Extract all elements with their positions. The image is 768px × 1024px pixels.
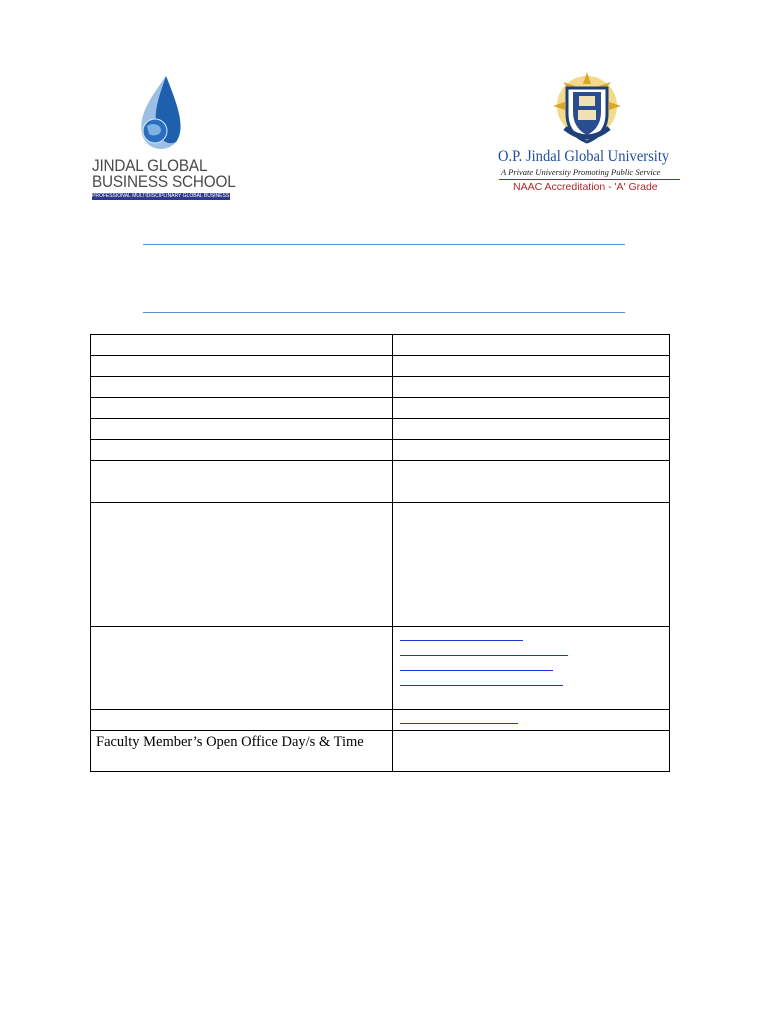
row-label bbox=[91, 503, 393, 627]
table-row bbox=[91, 356, 670, 377]
jgbs-name-line2: BUSINESS SCHOOL bbox=[92, 172, 236, 191]
table-row bbox=[91, 503, 670, 627]
row-label bbox=[91, 710, 393, 731]
email-link[interactable] bbox=[400, 723, 518, 724]
jgbs-name-line1: JINDAL GLOBAL bbox=[92, 156, 208, 175]
row-label bbox=[91, 461, 393, 503]
row-value bbox=[393, 503, 670, 627]
row-label bbox=[91, 419, 393, 440]
row-value bbox=[393, 398, 670, 419]
course-info-table bbox=[90, 334, 670, 772]
university-tagline: A Private University Promoting Public Service bbox=[501, 167, 661, 177]
university-name: O.P. Jindal Global University bbox=[498, 148, 670, 165]
row-value bbox=[393, 356, 670, 377]
row-label bbox=[91, 356, 393, 377]
email-link[interactable] bbox=[400, 655, 568, 656]
row-label bbox=[91, 335, 393, 356]
title-rule-bottom bbox=[143, 312, 625, 313]
open-office-label: Faculty Member’s Open Office Day/s & Time bbox=[91, 731, 393, 772]
row-label bbox=[91, 627, 393, 710]
table-row bbox=[91, 461, 670, 503]
row-label bbox=[91, 377, 393, 398]
email-links-cell bbox=[393, 710, 670, 731]
opjgu-logo bbox=[495, 70, 685, 200]
table-row bbox=[91, 731, 670, 772]
jgbs-tagline: PROFESSIONAL MULTIDISCIPLINARY GLOBAL BUSINESS SCHOOL bbox=[92, 193, 252, 199]
email-link[interactable] bbox=[400, 685, 563, 686]
table-row bbox=[91, 419, 670, 440]
table-row bbox=[91, 710, 670, 731]
table-row bbox=[91, 377, 670, 398]
row-value bbox=[393, 335, 670, 356]
table-row bbox=[91, 627, 670, 710]
email-link[interactable] bbox=[400, 670, 553, 671]
logo-divider bbox=[499, 179, 680, 180]
university-crest-icon bbox=[495, 70, 685, 146]
row-label bbox=[91, 440, 393, 461]
open-office-value bbox=[393, 731, 670, 772]
row-label bbox=[91, 398, 393, 419]
title-rule-top bbox=[143, 244, 625, 245]
row-value bbox=[393, 461, 670, 503]
email-links-cell bbox=[393, 627, 670, 710]
table-row bbox=[91, 335, 670, 356]
row-value bbox=[393, 377, 670, 398]
email-link[interactable] bbox=[400, 640, 523, 641]
water-drop-globe-icon bbox=[92, 76, 234, 156]
row-value bbox=[393, 419, 670, 440]
table-row bbox=[91, 440, 670, 461]
table-row bbox=[91, 398, 670, 419]
naac-accreditation: NAAC Accreditation - 'A' Grade bbox=[513, 181, 658, 193]
row-value bbox=[393, 440, 670, 461]
jgbs-logo bbox=[92, 76, 252, 204]
